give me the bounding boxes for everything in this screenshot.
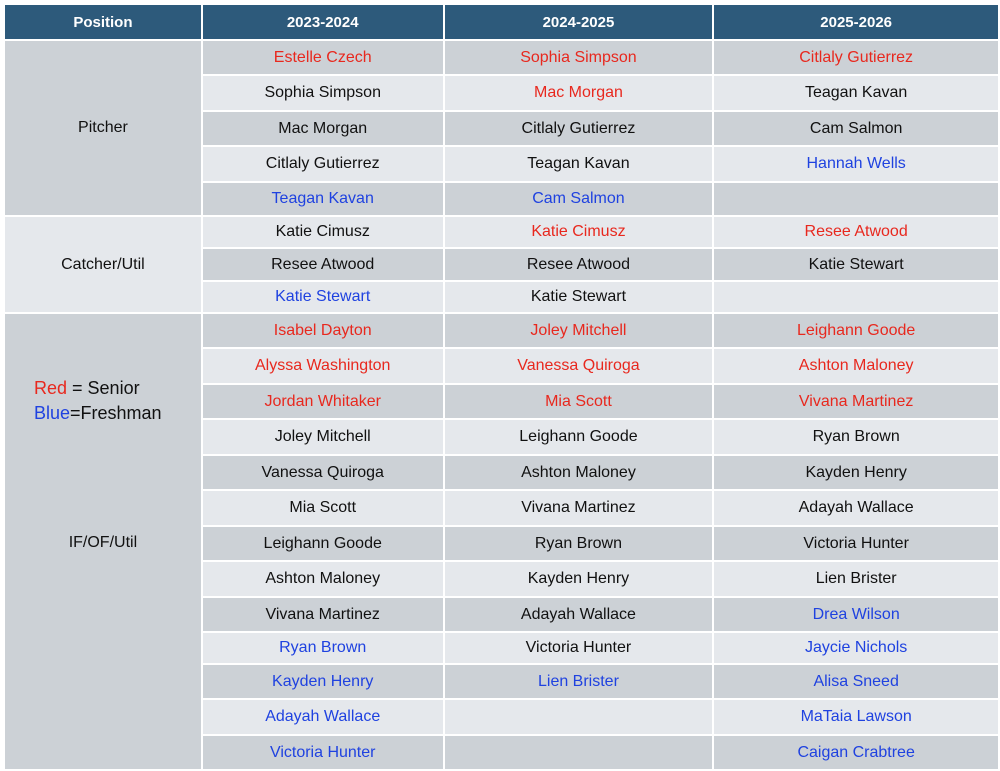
header-season-2: 2024-2025 — [444, 4, 714, 40]
player-cell: Resee Atwood — [713, 216, 999, 248]
player-cell: Victoria Hunter — [202, 735, 444, 770]
player-cell: Leighann Goode — [713, 313, 999, 348]
position-cell-catcher: Catcher/Util — [4, 216, 202, 313]
player-cell — [444, 735, 714, 770]
player-cell: Teagan Kavan — [202, 182, 444, 216]
legend-blue-text: =Freshman — [70, 403, 162, 423]
player-cell: Kayden Henry — [713, 455, 999, 490]
player-cell: Katie Cimusz — [444, 216, 714, 248]
player-cell: Vanessa Quiroga — [444, 348, 714, 384]
player-cell: Ashton Maloney — [202, 561, 444, 597]
player-cell: Teagan Kavan — [444, 146, 714, 182]
player-cell: Isabel Dayton — [202, 313, 444, 348]
player-cell — [713, 281, 999, 313]
player-cell: Resee Atwood — [444, 248, 714, 281]
legend-red-text: = Senior — [67, 378, 140, 398]
player-cell: Sophia Simpson — [202, 75, 444, 111]
player-cell: Mac Morgan — [444, 75, 714, 111]
roster-table — [3, 3, 1000, 771]
player-cell: Mia Scott — [444, 384, 714, 419]
player-cell: Adayah Wallace — [202, 699, 444, 735]
header-season-3: 2025-2026 — [713, 4, 999, 40]
player-cell: Drea Wilson — [713, 597, 999, 632]
legend-blue-word: Blue — [34, 403, 71, 423]
player-cell: Ashton Maloney — [444, 455, 714, 490]
player-cell: Estelle Czech — [202, 40, 444, 75]
legend-red-word: Red — [34, 378, 68, 398]
player-cell: Kayden Henry — [444, 561, 714, 597]
player-cell: Vivana Martinez — [444, 490, 714, 526]
player-cell: Alyssa Washington — [202, 348, 444, 384]
header-season-1: 2023-2024 — [202, 4, 444, 40]
player-cell: Sophia Simpson — [444, 40, 714, 75]
table-row — [4, 40, 999, 75]
player-cell: Teagan Kavan — [713, 75, 999, 111]
player-cell: Hannah Wells — [713, 146, 999, 182]
position-label: IF/OF/Util — [68, 534, 138, 551]
header-position: Position — [4, 4, 202, 40]
header-row — [4, 4, 999, 40]
player-cell: Caigan Crabtree — [713, 735, 999, 770]
player-cell: Joley Mitchell — [444, 313, 714, 348]
table-row — [4, 313, 999, 348]
player-cell: Vivana Martinez — [713, 384, 999, 419]
position-cell-if — [4, 313, 202, 770]
player-cell: Mac Morgan — [202, 111, 444, 146]
player-cell: Mia Scott — [202, 490, 444, 526]
player-cell: Jordan Whitaker — [202, 384, 444, 419]
player-cell: Katie Cimusz — [202, 216, 444, 248]
player-cell: MaTaia Lawson — [713, 699, 999, 735]
player-cell: Ashton Maloney — [713, 348, 999, 384]
player-cell — [444, 699, 714, 735]
position-cell-pitcher: Pitcher — [4, 40, 202, 216]
player-cell: Katie Stewart — [202, 281, 444, 313]
player-cell — [713, 182, 999, 216]
player-cell: Kayden Henry — [202, 664, 444, 699]
player-cell: Leighann Goode — [444, 419, 714, 455]
player-cell: Victoria Hunter — [444, 632, 714, 664]
player-cell: Ryan Brown — [202, 632, 444, 664]
player-cell: Resee Atwood — [202, 248, 444, 281]
player-cell: Citlaly Gutierrez — [713, 40, 999, 75]
table-row — [4, 216, 999, 248]
player-cell: Adayah Wallace — [444, 597, 714, 632]
player-cell: Lien Brister — [444, 664, 714, 699]
player-cell: Leighann Goode — [202, 526, 444, 561]
player-cell: Victoria Hunter — [713, 526, 999, 561]
legend — [34, 376, 162, 426]
player-cell: Katie Stewart — [713, 248, 999, 281]
player-cell: Joley Mitchell — [202, 419, 444, 455]
player-cell: Citlaly Gutierrez — [202, 146, 444, 182]
player-cell: Cam Salmon — [444, 182, 714, 216]
player-cell: Jaycie Nichols — [713, 632, 999, 664]
player-cell: Vanessa Quiroga — [202, 455, 444, 490]
player-cell: Ryan Brown — [713, 419, 999, 455]
roster-body — [4, 40, 999, 770]
player-cell: Vivana Martinez — [202, 597, 444, 632]
player-cell: Lien Brister — [713, 561, 999, 597]
player-cell: Citlaly Gutierrez — [444, 111, 714, 146]
player-cell: Katie Stewart — [444, 281, 714, 313]
player-cell: Adayah Wallace — [713, 490, 999, 526]
player-cell: Ryan Brown — [444, 526, 714, 561]
player-cell: Cam Salmon — [713, 111, 999, 146]
player-cell: Alisa Sneed — [713, 664, 999, 699]
